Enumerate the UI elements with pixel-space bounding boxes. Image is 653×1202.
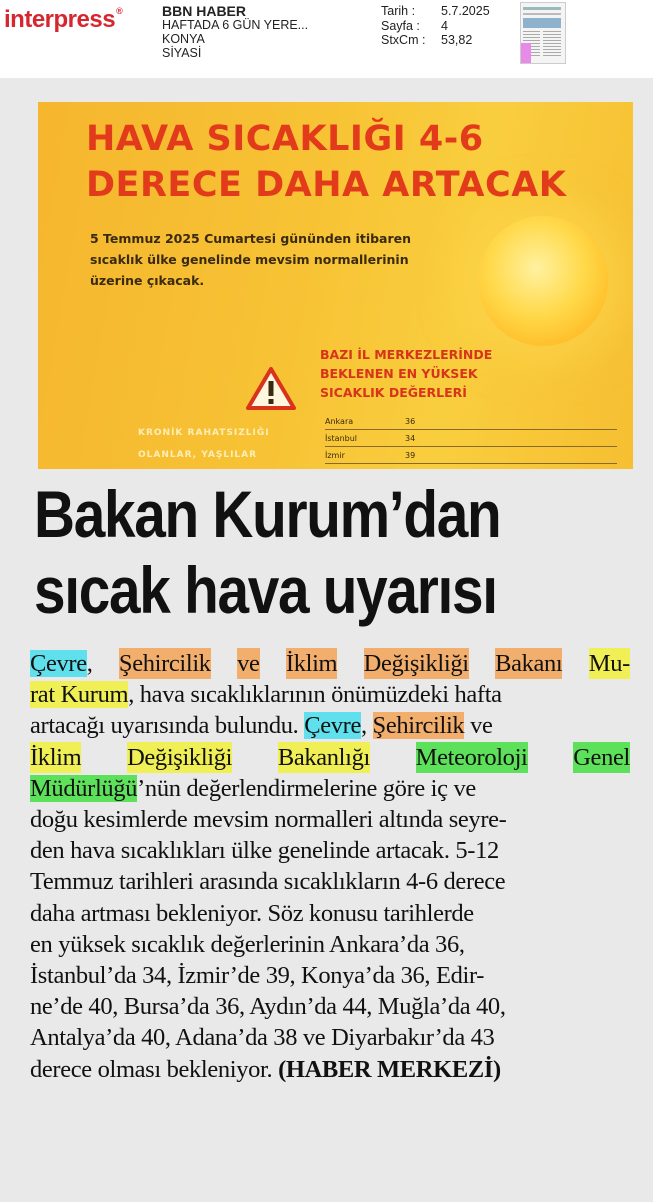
body-text: ,	[86, 650, 93, 677]
highlight-keyword: Değişikliği	[127, 742, 232, 773]
body-line	[30, 648, 630, 679]
temperature-table-title	[320, 345, 492, 402]
page-value: 4	[441, 18, 448, 33]
cropped-note-line1: KRONİK RAHATSIZLIĞI	[138, 428, 270, 438]
body-text: ,	[360, 712, 373, 740]
article-body	[30, 648, 630, 1085]
highlight-keyword: Mu-	[589, 648, 630, 679]
clipping-header	[0, 0, 653, 78]
body-line	[30, 710, 630, 741]
warning-triangle-icon	[246, 366, 296, 410]
article-headline	[34, 476, 500, 628]
body-text: ve	[464, 712, 493, 740]
publication-city: KONYA	[162, 32, 205, 46]
highlight-keyword: Değişikliği	[364, 648, 469, 679]
highlight-keyword: İklim	[30, 742, 81, 773]
body-line	[30, 742, 630, 773]
sun-icon	[478, 216, 608, 346]
cropped-note-line2: OLANLAR, YAŞLILAR	[138, 450, 258, 460]
cropped-note	[138, 422, 270, 466]
highlight-keyword: Genel	[573, 742, 630, 773]
body-text: , hava sıcaklıklarının önümüzdeki hafta	[128, 681, 502, 709]
body-fragment	[30, 648, 93, 679]
body-line: den hava sıcaklıkları ülke genelinde artacak. 5-12	[30, 837, 499, 865]
infographic-title-line1: HAVA SICAKLIĞI 4-6	[86, 119, 484, 159]
date-value: 5.7.2025	[441, 4, 490, 18]
body-line: Temmuz tarihleri arasında sıcaklıkların 4-6 derece	[30, 868, 506, 896]
body-text: derece olması bekleniyor.	[30, 1055, 279, 1083]
table-row	[325, 413, 617, 430]
table-city: Ankara	[325, 416, 354, 426]
body-line: daha artması bekleniyor. Söz konusu tarihlerde	[30, 899, 474, 927]
highlight-keyword: İklim	[286, 648, 337, 679]
body-text: ’nün değerlendirmelerine göre iç ve	[137, 774, 476, 802]
infographic-title-line2: DERECE DAHA ARTACAK	[86, 165, 567, 205]
infographic-subtitle-line3: üzerine çıkacak.	[90, 273, 205, 288]
table-city: İzmir	[325, 450, 345, 460]
highlight-keyword: Bakanı	[495, 648, 562, 679]
page-thumbnail[interactable]	[520, 2, 566, 64]
infographic-subtitle	[90, 228, 411, 291]
clipping-meta	[381, 4, 490, 48]
highlight-keyword: Meteoroloji	[416, 742, 528, 773]
highlight-keyword: Müdürlüğü	[30, 774, 138, 802]
headline-line1: Bakan Kurum’dan	[34, 477, 501, 551]
highlight-keyword: Şehircilik	[372, 712, 465, 740]
temperature-table-title-line1: BAZI İL MERKEZLERİNDE	[320, 347, 493, 362]
infographic-subtitle-line1: 5 Temmuz 2025 Cumartesi gününden itibaren	[90, 231, 412, 246]
table-value: 34	[405, 433, 416, 443]
logo-text: interpress	[4, 6, 116, 33]
body-line	[30, 679, 630, 710]
body-line	[30, 1054, 630, 1085]
body-line: Antalya’da 40, Adana’da 38 ve Diyarbakır’da 43	[30, 1024, 495, 1052]
heat-warning-infographic	[38, 102, 633, 469]
headline-line2: sıcak hava uyarısı	[34, 553, 497, 627]
highlight-keyword: Çevre	[30, 650, 87, 677]
temperature-table	[325, 413, 617, 464]
temperature-table-title-line3: SICAKLIK DEĞERLERİ	[320, 385, 467, 400]
publication-name: BBN HABER	[162, 3, 246, 19]
table-row	[325, 447, 617, 464]
body-line	[30, 773, 630, 804]
infographic-title	[86, 116, 566, 208]
table-row	[325, 430, 617, 447]
body-line: İstanbul’da 34, İzmir’de 39, Konya’da 36, Edir-	[30, 962, 485, 990]
highlight-keyword: ve	[237, 648, 259, 679]
body-line: doğu kesimlerde mevsim normalleri altında seyre-	[30, 806, 507, 834]
table-value: 39	[405, 450, 416, 460]
highlight-keyword: Şehircilik	[119, 648, 211, 679]
highlight-keyword: Bakanlığı	[278, 742, 370, 773]
body-line: en yüksek sıcaklık değerlerinin Ankara’da 36,	[30, 930, 465, 958]
size-label: StxCm :	[381, 33, 426, 47]
infographic-subtitle-line2: sıcaklık ülke genelinde mevsim normallerinin	[90, 252, 409, 267]
article-byline: (HABER MERKEZİ)	[278, 1055, 501, 1083]
temperature-table-title-line2: BEKLENEN EN YÜKSEK	[320, 366, 478, 381]
highlight-keyword: rat Kurum	[30, 681, 129, 709]
body-line: ne’de 40, Bursa’da 36, Aydın’da 44, Muğla’da 40,	[30, 993, 506, 1021]
body-text: artacağı uyarısında bulundu.	[30, 712, 305, 740]
registered-mark: ®	[116, 6, 123, 16]
source-info	[162, 4, 308, 60]
page-label: Sayfa :	[381, 18, 420, 33]
table-city: İstanbul	[325, 433, 358, 443]
publication-frequency: HAFTADA 6 GÜN YERE...	[162, 18, 309, 32]
table-value: 36	[405, 416, 416, 426]
publication-section: SİYASİ	[162, 46, 202, 60]
date-label: Tarih :	[381, 4, 416, 18]
highlight-keyword: Çevre	[304, 712, 361, 740]
size-value: 53,82	[441, 33, 473, 47]
interpress-logo	[4, 6, 122, 34]
